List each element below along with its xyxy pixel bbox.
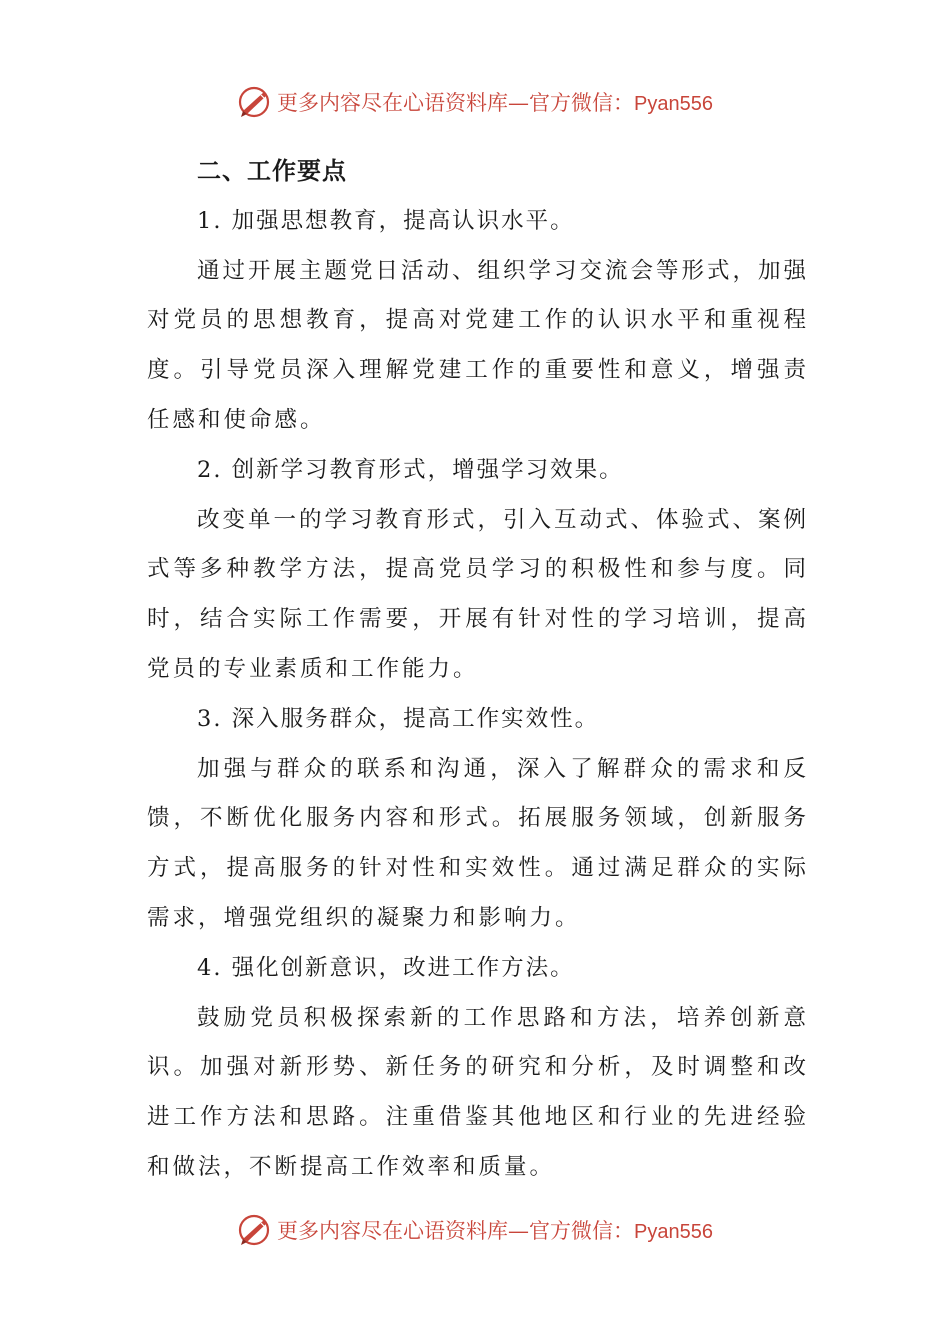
point-body-3: 加强与群众的联系和沟通，深入了解群众的需求和反馈，不断优化服务内容和形式。拓展服务领域，创新服务方式，提高服务的针对性和实效性。通过满足群众的实际需求，增强党组织的凝聚力和影响力。 [147, 755, 809, 931]
point-title-2: 2. 创新学习教育形式，增强学习效果。 [197, 456, 624, 483]
point-body-2: 改变单一的学习教育形式，引入互动式、体验式、案例式等多种教学方法，提高党员学习的积极性和参与度。同时，结合实际工作需要，开展有针对性的学习培训，提高党员的专业素质和工作能力。 [147, 506, 810, 682]
banner-text: 更多内容尽在心语资料库—官方微信：Pyan556 [277, 91, 713, 115]
pen-circle-logo-icon [237, 1212, 273, 1248]
point-body-4: 鼓励党员积极探索新的工作思路和方法，培养创新意识。加强对新形势、新任务的研究和分析，及时调整和改进工作方法和思路。注重借鉴其他地区和行业的先进经验和做法，不断提高工作效率和质量。 [147, 1004, 809, 1180]
pen-circle-logo-icon [237, 84, 273, 120]
point-body-1: 通过开展主题党日活动、组织学习交流会等形式，加强对党员的思想教育，提高对党建工作的认识水平和重视程度。引导党员深入理解党建工作的重要性和意义，增强责任感和使命感。 [147, 257, 810, 433]
header-banner [0, 82, 950, 122]
wechat-handle: Pyan556 [634, 93, 713, 115]
wechat-handle: Pyan556 [634, 1221, 713, 1243]
section-heading: 二、工作要点 [197, 157, 347, 185]
banner-text: 更多内容尽在心语资料库—官方微信：Pyan556 [277, 1219, 713, 1243]
point-title-3: 3. 深入服务群众，提高工作实效性。 [197, 705, 600, 732]
point-title-1: 1. 加强思想教育，提高认识水平。 [197, 207, 575, 234]
point-title-4: 4. 强化创新意识，改进工作方法。 [197, 954, 575, 981]
footer-banner [0, 1210, 950, 1250]
document-body [147, 147, 809, 1193]
